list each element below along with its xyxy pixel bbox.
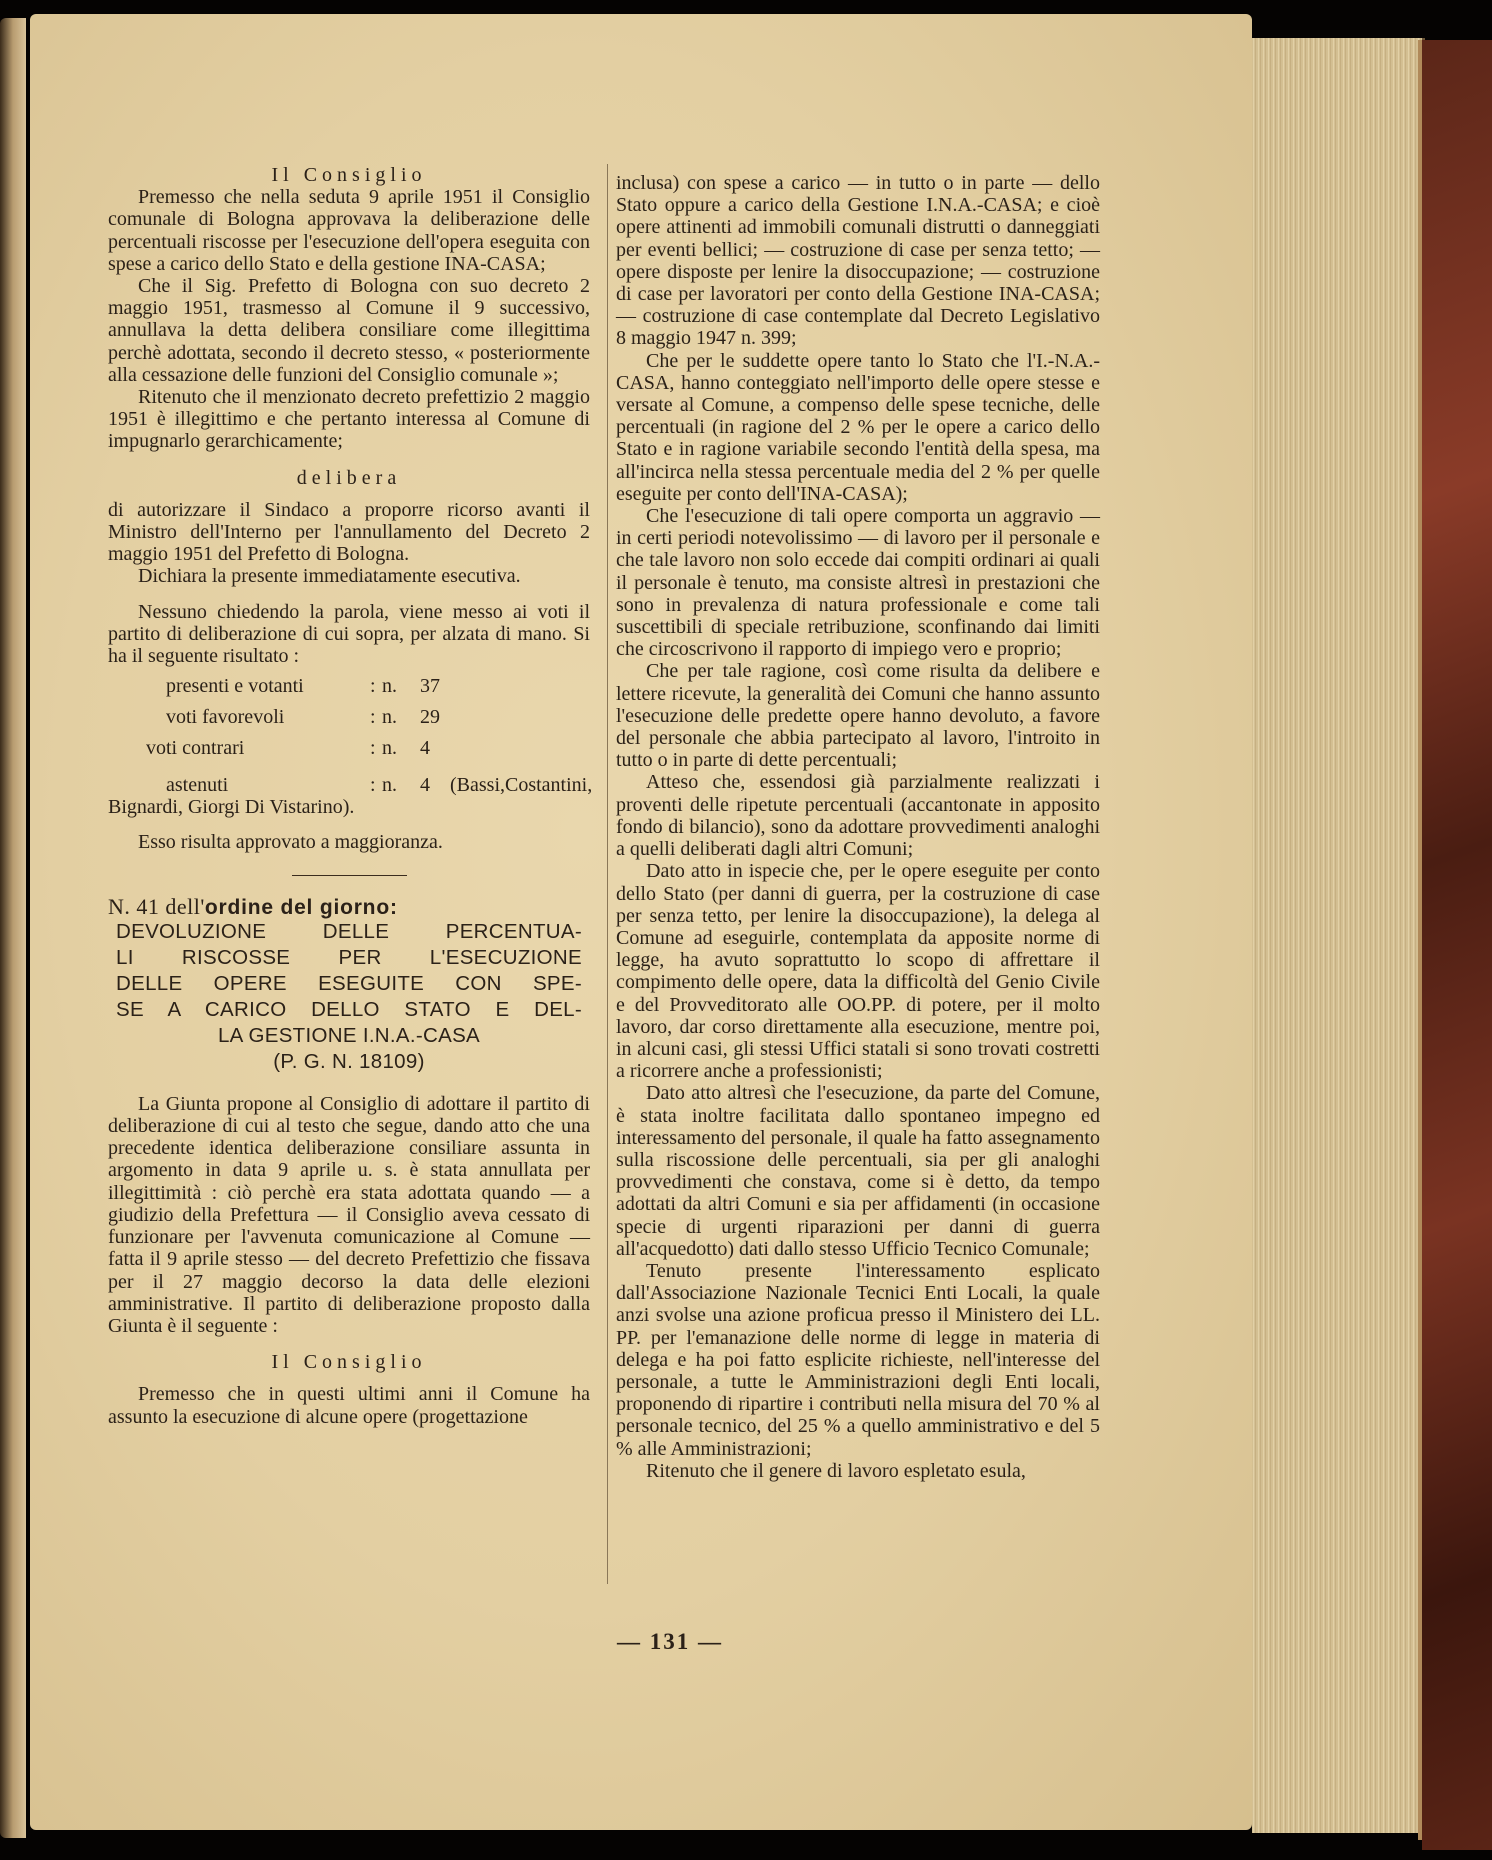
left-column (108, 164, 593, 1428)
paragraph: Tenuto presente l'interessamento esplicato dall'Associazione Nazionale Tecnici Enti Locali, la quale anzi svolse una azione proficua presso il Ministero dei LL. PP. per l'emanazione delle norme di legge in materia di delega e ha poi fatto esplicite richieste, nell'interesse del personale, a tutte le Amministrazioni degli Enti locali, proponendo di ripartire i contributi nella misura del 70 % al personale tecnico, del 25 % a quello amministrativo e del 5 % alle Amministrazioni; (616, 1259, 1100, 1460)
subject-line: SE A CARICO DELLO STATO E DEL- (116, 997, 582, 1021)
vote-label: voti contrari (146, 737, 245, 760)
spacer (108, 818, 590, 831)
vote-sep: : (370, 774, 376, 797)
paragraph: Ritenuto che il menzionato decreto prefettizio 2 maggio 1951 è illegittimo e che pertanto interessa al Comune di impugnarlo gerarchicamente; (108, 386, 590, 453)
vote-value: 37 (420, 675, 440, 698)
vote-note: (Bassi,Costantini, (450, 774, 593, 797)
paragraph: Premesso che in questi ultimi anni il Comune ha assunto la esecuzione di alcune opere (progettazione (108, 1383, 590, 1428)
paragraph: inclusa) con spese a carico — in tutto o in parte — dello Stato oppure a carico della Gestione I.N.A.-CASA; e cioè opere attinenti ad immobili comunali distrutti o danneggiati per eventi bellici; — costruzione di case per senza tetto; — opere disposte per lenire la disoccupazione; — costruzione di case per lavoratori per conto della Gestione INA-CASA; — costruzione di case contemplate dal Decreto Legislativo 8 maggio 1947 n. 399; (616, 172, 1100, 350)
vote-label: presenti e votanti (166, 675, 304, 698)
subject-line: LI RISCOSSE PER L'ESECUZIONE (116, 945, 582, 969)
section-rule (292, 875, 407, 876)
column-divider (607, 164, 608, 1584)
abstainers-continued: Bignardi, Giorgi Di Vistarino). (108, 796, 355, 819)
agenda-item-bold: ordine del giorno: (204, 895, 398, 919)
left-page-edge (0, 18, 26, 1838)
vote-n: n. (382, 675, 397, 698)
vote-n: n. (382, 737, 397, 760)
book-page (30, 14, 1252, 1830)
vote-sep: : (370, 706, 376, 729)
paragraph: Esso risulta approvato a maggioranza. (138, 831, 443, 854)
vote-sep: : (370, 675, 376, 698)
paragraph: di autorizzare il Sindaco a proporre ricorso avanti il Ministro dell'Interno per l'annullamento del Decreto 2 maggio 1951 del Prefetto di Bologna. (108, 498, 590, 566)
vote-row-astenuti (108, 774, 593, 797)
page-block-edges (1252, 38, 1425, 1833)
marbled-book-cover (1422, 40, 1492, 1850)
paragraph: Dato atto in ispecie che, per le opere eseguite per conto dello Stato (per danni di guerra, per la costruzione di case per senza tetto, per lenire la disoccupazione), la delega al Comune ad eseguirle, contemplata da apposite norme di legge, ha avuto soprattutto lo scopo di affrettare il compimento delle opere, data la difficoltà del Genio Civile e del Provveditorato alle OO.PP. di potere, per il molto lavoro, dar corso direttamente alla esecuzione, mentre poi, in alcuni casi, gli stessi Uffici statali si sono trovati costretti a ricorrere anche a professionisti; (616, 860, 1100, 1083)
paragraph: Dato atto altresì che l'esecuzione, da parte del Comune, è stata inoltre facilitata dallo spontaneo impegno ed interessamento del personale, il quale ha fatto assegnamento sulla riscossione delle percentuali, sia per gli analoghi provvedimenti che constava, come si è detto, da tempo adottati da altri Comuni e sia per affidamenti (in occasione specie di urgenti riparazioni per danni di guerra all'acquedotto) dati dallo stesso Ufficio Tecnico Comunale; (616, 1082, 1100, 1260)
subject-line: LA GESTIONE I.N.A.-CASA (217, 1023, 481, 1047)
right-column (616, 172, 1100, 1482)
paragraph: Che l'esecuzione di tali opere comporta un aggravio — in certi periodi notevolissimo — di lavoro per il personale e che tale lavoro non solo eccede dai compiti ordinari ai quali il personale è tenuto, ma consiste altresì in prestazioni che sono in prevalenza di natura professionale e come tali suscettibili di speciale retribuzione, sconfinando dai limiti che circoscrivono il rapporto di impiego vero e proprio; (616, 505, 1100, 661)
page-number: — 131 — (617, 1629, 723, 1654)
agenda-item-number: N. 41 dell' (108, 893, 205, 919)
section-heading: Il Consiglio (271, 1351, 427, 1374)
paragraph: Nessuno chiedendo la parola, viene messo ai voti il partito di deliberazione di cui sopra, per alzata di mano. Si ha il seguente risultato : (108, 600, 590, 668)
vote-value: 4 (420, 737, 430, 760)
spacer (108, 588, 590, 601)
paragraph: Che per tale ragione, così come risulta da delibere e lettere ricevute, la generalità dei Comuni che hanno assunto l'esecuzione delle predette opere hanno devoluto, a favore del personale che abbia partecipato al lavoro, l'introito in tutto o in parte di dette percentuali; (616, 660, 1100, 772)
paragraph: Ritenuto che il genere di lavoro espletato esula, (646, 1459, 1026, 1482)
subject-line: (P. G. N. 18109) (273, 1049, 425, 1073)
vote-value: 29 (420, 706, 440, 729)
subject-line: DEVOLUZIONE DELLE PERCENTUA- (116, 919, 582, 943)
vote-row-favorevoli (108, 706, 590, 737)
delibera-heading: delibera (296, 466, 402, 489)
paragraph: Che il Sig. Prefetto di Bologna con suo decreto 2 maggio 1951, trasmesso al Comune il 9 successivo, annullava la detta delibera consiliare come illegittima perchè adottata, secondo il decreto stesso, « posteriormente alla cessazione delle funzioni del Consiglio comunale »; (108, 275, 590, 386)
vote-row-presenti (108, 675, 590, 706)
vote-label: astenuti (166, 774, 229, 797)
paragraph: La Giunta propone al Consiglio di adottare il partito di deliberazione di cui al testo che segue, dando atto che una precedente identica deliberazione consiliare assunta in argomento in data 9 aprile u. s. è stata annullata per illegittimità : ciò perchè era stata adottata quando — a giudizio della Prefettura — il Consiglio aveva cessato di funzionare per l'avvenuta comunicazione al Comune — fatta il 9 aprile stesso — del decreto Prefettizio che fissava per il 27 maggio decorso la data delle elezioni amministrative. Il partito di deliberazione proposto dalla Giunta è il seguente : (108, 1092, 590, 1337)
vote-n: n. (382, 706, 397, 729)
section-heading: Il Consiglio (271, 164, 427, 186)
paragraph: Che per le suddette opere tanto lo Stato che l'I.-N.A.-CASA, hanno conteggiato nell'importo delle opere stesse e versate al Comune, a compenso delle spese tecniche, delle percentuali (in ragione del 2 % per le opere a carico dello Stato e in ragione variabile secondo l'entità della spesa, ma all'incirca nella stessa percentuale media del 2 % per quelle eseguite per conto dell'INA-CASA); (616, 349, 1100, 505)
vote-label: voti favorevoli (166, 706, 285, 729)
vote-n: n. (382, 774, 397, 797)
subject-line: DELLE OPERE ESEGUITE CON SPE- (116, 971, 582, 995)
agenda-item-subject (108, 919, 590, 1075)
paragraph: Atteso che, essendosi già parzialmente realizzati i proventi delle ripetute percentuali (accantonate in apposito fondo di bilancio), sono da adottare provvedimenti analoghi a quelli deliberati dagli altri Comuni; (616, 771, 1100, 861)
vote-row-contrari (108, 737, 590, 768)
paragraph: Dichiara la presente immediatamente esecutiva. (138, 565, 521, 588)
vote-value: 4 (420, 774, 430, 797)
agenda-item-title (108, 893, 590, 919)
vote-sep: : (370, 737, 376, 760)
paragraph: Premesso che nella seduta 9 aprile 1951 il Consiglio comunale di Bologna approvava la deliberazione delle percentuali riscosse per l'esecuzione dell'opera eseguita con spese a carico dello Stato e della gestione INA-CASA; (108, 186, 590, 275)
